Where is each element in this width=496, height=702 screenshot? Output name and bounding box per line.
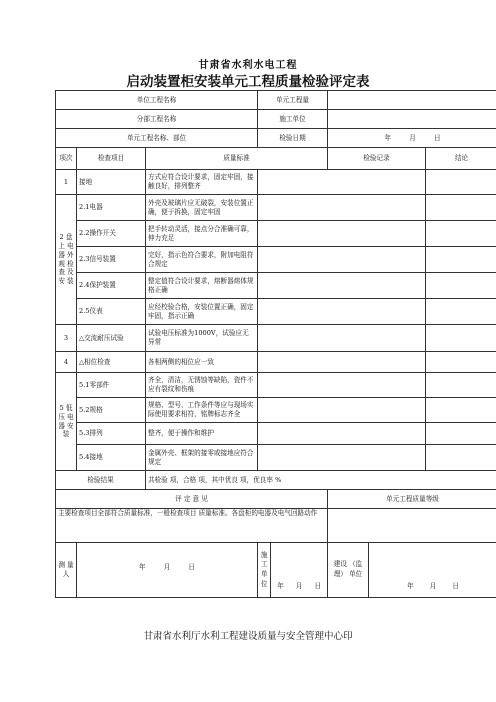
- row-2-3-conclusion[interactable]: [426, 247, 496, 273]
- row-4-std: 各相两侧的相位应一致: [146, 352, 258, 373]
- row-2-4-conclusion[interactable]: [426, 273, 496, 299]
- row-4-no: 4: [56, 352, 77, 373]
- row-5-1-item: 5.1零部件: [77, 373, 146, 398]
- unit-project-label: 单位工程名称: [56, 91, 258, 110]
- header-check-record: 检验记录: [328, 148, 426, 170]
- construction-unit-value[interactable]: [328, 110, 496, 129]
- row-3-record[interactable]: [258, 325, 426, 352]
- row-4-item: △相位检查: [77, 352, 146, 373]
- row-5-4-record[interactable]: [258, 445, 426, 471]
- row-4-conclusion[interactable]: [426, 352, 496, 373]
- group-2-label: 2 盘 上 电 器 外 观 检 查 及 安 装: [56, 195, 77, 325]
- row-2-1-std: 外壳及玻璃片应无破裂，安装位置正确，便于拆换，固定牢固: [146, 195, 258, 221]
- opinion-title: 评 定 意 见: [56, 490, 328, 509]
- row-1-std: 方式应符合设计要求，固定牢固，接触良好，排列整齐: [146, 170, 258, 195]
- row-5-1-record[interactable]: [258, 373, 426, 398]
- row-5-1-conclusion[interactable]: [426, 373, 496, 398]
- supervision-signature[interactable]: [328, 543, 496, 598]
- measurer-day: 日: [188, 562, 196, 571]
- row-5-2-item: 5.2规格: [77, 398, 146, 423]
- construction-year: 年: [277, 582, 284, 591]
- header-item-no: 项次: [56, 148, 77, 170]
- construction-day: 日: [314, 582, 322, 591]
- measurer-year: 年: [139, 562, 146, 571]
- evaluation-form-table: [55, 90, 496, 598]
- group-5-label: 5 低 压 电 器 安 装: [56, 373, 77, 471]
- header-conclusion: 结论: [426, 148, 496, 170]
- row-2-4-item: 2.4保护装置: [77, 273, 146, 299]
- supervision-label: 建设 （监理） 单位: [328, 543, 369, 597]
- row-2-3-record[interactable]: [258, 247, 426, 273]
- result-text[interactable]: 共检验 项，合格 项，其中优良 项，优良率 %: [146, 471, 496, 490]
- measurer-signature[interactable]: [77, 543, 258, 598]
- header-quality-std: 质量标准: [146, 148, 328, 170]
- row-5-1-std: 齐全，清洁，无锈蚀等缺陷，瓷件不应有裂纹和伤痕: [146, 373, 258, 398]
- supervision-month: 月: [429, 582, 437, 591]
- row-5-3-std: 整齐，便于操作和维护: [146, 423, 258, 445]
- unit-quantity-value[interactable]: [328, 91, 496, 110]
- row-5-4-std: 金属外壳、框架的接零或接地应符合规定: [146, 445, 258, 471]
- opinion-text[interactable]: 主要检查项目全部符合质量标准，一般检查项目 质量标准。各盘柜的电器及电气回路动作: [56, 509, 328, 543]
- row-4-record[interactable]: [258, 352, 426, 373]
- row-2-5-record[interactable]: [258, 299, 426, 325]
- sub-project-label: 分部工程名称: [56, 110, 258, 129]
- supervision-year: 年: [407, 582, 414, 591]
- row-2-2-item: 2.2操作开关: [77, 221, 146, 247]
- footer-seal-text: 甘肃省水利厅水利工程建设质量与安全管理中心印: [143, 631, 353, 642]
- form-title: 启动装置柜安装单元工程质量检验评定表: [126, 74, 370, 90]
- row-2-5-std: 应经校验合格，安装位置正确，固定牢固，指示正确: [146, 299, 258, 325]
- row-5-3-conclusion[interactable]: [426, 423, 496, 445]
- header-check-item: 检查项目: [77, 148, 146, 170]
- row-2-3-std: 完好，指示色符合要求，附加电阻符合规定: [146, 247, 258, 273]
- grade-value[interactable]: [328, 509, 496, 543]
- row-2-4-record[interactable]: [258, 273, 426, 299]
- row-3-std: 试验电压标准为1000V，试验应无异常: [146, 325, 258, 352]
- construction-month: 月: [295, 582, 303, 591]
- inspection-date-value[interactable]: [328, 129, 496, 148]
- row-2-5-item: 2.5仪表: [77, 299, 146, 325]
- row-2-4-std: 整定值符合设计要求，熔断器熔体规格正确: [146, 273, 258, 299]
- row-1-conclusion[interactable]: [426, 170, 496, 195]
- row-2-2-std: 把手转动灵活，接点分合准确可靠，伸力充足: [146, 221, 258, 247]
- row-3-no: 3: [56, 325, 77, 352]
- row-2-1-item: 2.1电器: [77, 195, 146, 221]
- construction-signature[interactable]: [258, 543, 328, 598]
- row-2-1-record[interactable]: [258, 195, 426, 221]
- unit-quantity-label: 单元工程量: [258, 91, 328, 110]
- year-label: 年: [384, 133, 392, 142]
- row-1-item: 接地: [77, 170, 146, 195]
- row-5-3-item: 5.3排列: [77, 423, 146, 445]
- row-2-3-item: 2.3信号装置: [77, 247, 146, 273]
- inspection-date-label: 检验日期: [258, 129, 328, 148]
- row-1-record[interactable]: [258, 170, 426, 195]
- supervision-day: 日: [452, 582, 459, 591]
- row-5-2-std: 规格、型号、工作条件等应与现场实际使用要求相符，铭牌标志齐全: [146, 398, 258, 423]
- measurer-month: 月: [163, 562, 171, 571]
- element-project-label: 单元工程名称、部位: [56, 129, 258, 148]
- row-5-3-record[interactable]: [258, 423, 426, 445]
- day-label: 日: [433, 133, 441, 142]
- grade-title: 单元工程质量等级: [328, 490, 496, 509]
- row-5-4-item: 5.4接地: [77, 445, 146, 471]
- row-1-no: 1: [56, 170, 77, 195]
- month-label: 月: [409, 133, 416, 142]
- result-label: 检验结果: [56, 471, 146, 490]
- construction-label: 施 工 单 位: [258, 543, 271, 597]
- row-2-2-conclusion[interactable]: [426, 221, 496, 247]
- construction-unit-label: 施工单位: [258, 110, 328, 129]
- row-5-2-record[interactable]: [258, 398, 426, 423]
- row-3-item: △交流耐压试验: [77, 325, 146, 352]
- organization-header: 甘肃省水利水电工程: [198, 60, 298, 71]
- row-2-5-conclusion[interactable]: [426, 299, 496, 325]
- row-2-2-record[interactable]: [258, 221, 426, 247]
- measurer-label: 测 量 人: [56, 543, 77, 598]
- row-2-1-conclusion[interactable]: [426, 195, 496, 221]
- row-3-conclusion[interactable]: [426, 325, 496, 352]
- row-5-4-conclusion[interactable]: [426, 445, 496, 471]
- row-5-2-conclusion[interactable]: [426, 398, 496, 423]
